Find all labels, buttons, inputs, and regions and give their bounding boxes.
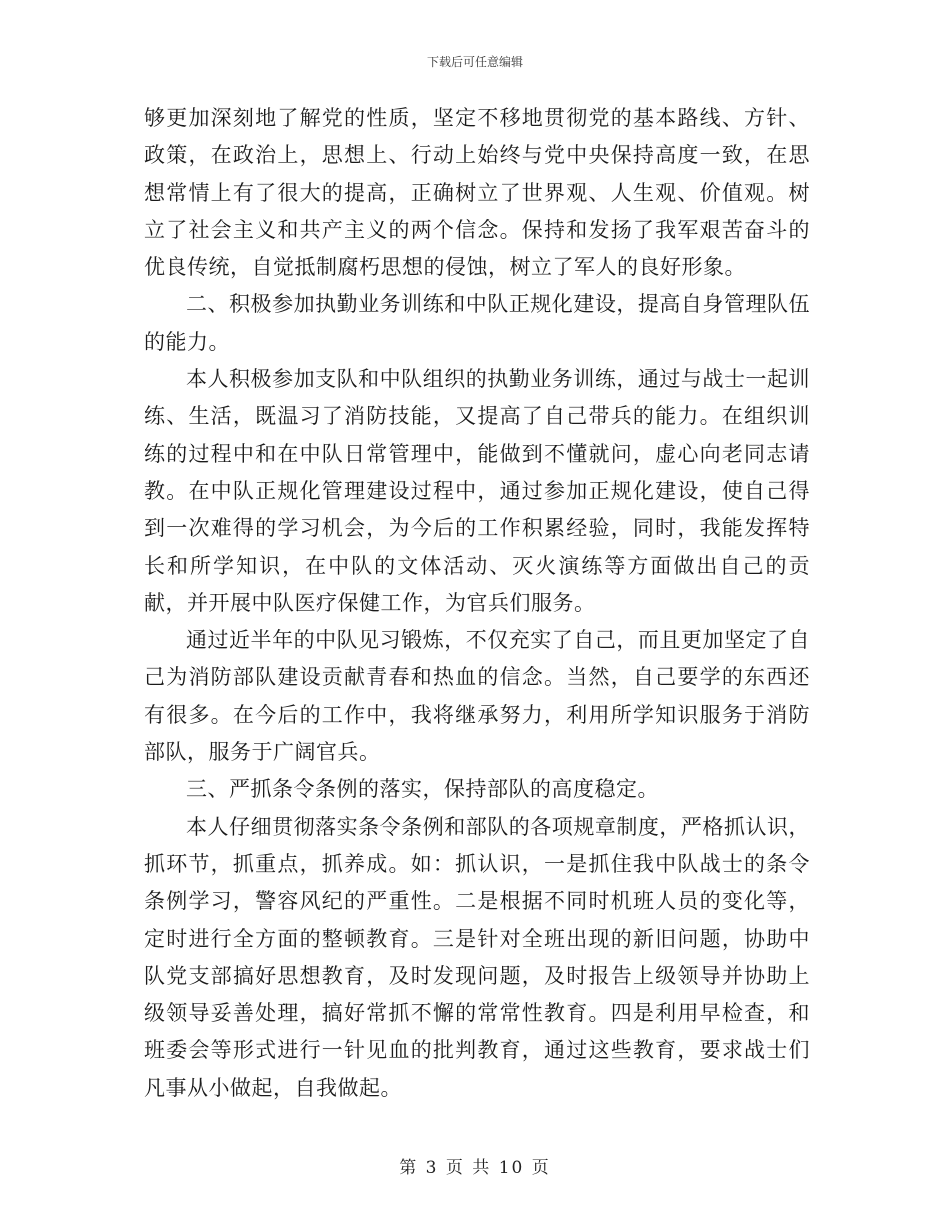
page-header: 下载后可任意编辑 <box>426 55 523 69</box>
section-heading: 二、积极参加执勤业务训练和中队正规化建设，提高自身管理队伍的能力。 <box>144 292 810 354</box>
document-body <box>144 100 810 1107</box>
paragraph: 够更加深刻地了解党的性质，坚定不移地贯彻党的基本路线、方针、政策，在政治上，思想上、行动上始终与党中央保持高度一致，在思想常情上有了很大的提高，正确树立了世界观、人生观、价值观。树立了社会主义和共产主义的两个信念。保持和发扬了我军艰苦奋斗的优良传统，自觉抵制腐朽思想的侵蚀，树立了军人的良好形象。 <box>144 106 810 280</box>
page-number: 第 3 页 共 10 页 <box>399 1158 551 1178</box>
section-heading: 三、严抓条令条例的落实，保持部队的高度稳定。 <box>186 777 659 802</box>
paragraph: 本人积极参加支队和中队组织的执勤业务训练，通过与战士一起训练、生活，既温习了消防技能，又提高了自己带兵的能力。在组织训练的过程中和在中队日常管理中，能做到不懂就问，虚心向老同志请教。在中队正规化管理建设过程中，通过参加正规化建设，使自己得到一次难得的学习机会，为今后的工作积累经验，同时，我能发挥特长和所学知识，在中队的文体活动、灭火演练等方面做出自己的贡献，并开展中队医疗保健工作，为官兵们服务。 <box>144 367 810 615</box>
paragraph: 通过近半年的中队见习锻炼，不仅充实了自己，而且更加坚定了自己为消防部队建设贡献青春和热血的信念。当然，自己要学的东西还有很多。在今后的工作中，我将继承努力，利用所学知识服务于消防部队，服务于广阔官兵。 <box>144 628 810 765</box>
paragraph: 本人仔细贯彻落实条令条例和部队的各项规章制度，严格抓认识，抓环节，抓重点，抓养成。如：抓认识，一是抓住我中队战士的条令条例学习，警容风纪的严重性。二是根据不同时机班人员的变化等，定时进行全方面的整顿教育。三是针对全班出现的新旧问题，协助中队党支部搞好思想教育，及时发现问题，及时报告上级领导并协助上级领导妥善处理，搞好常抓不懈的常常性教育。四是利用早检查，和班委会等形式进行一针见血的批判教育，通过这些教育，要求战士们凡事从小做起，自我做起。 <box>144 814 810 1100</box>
